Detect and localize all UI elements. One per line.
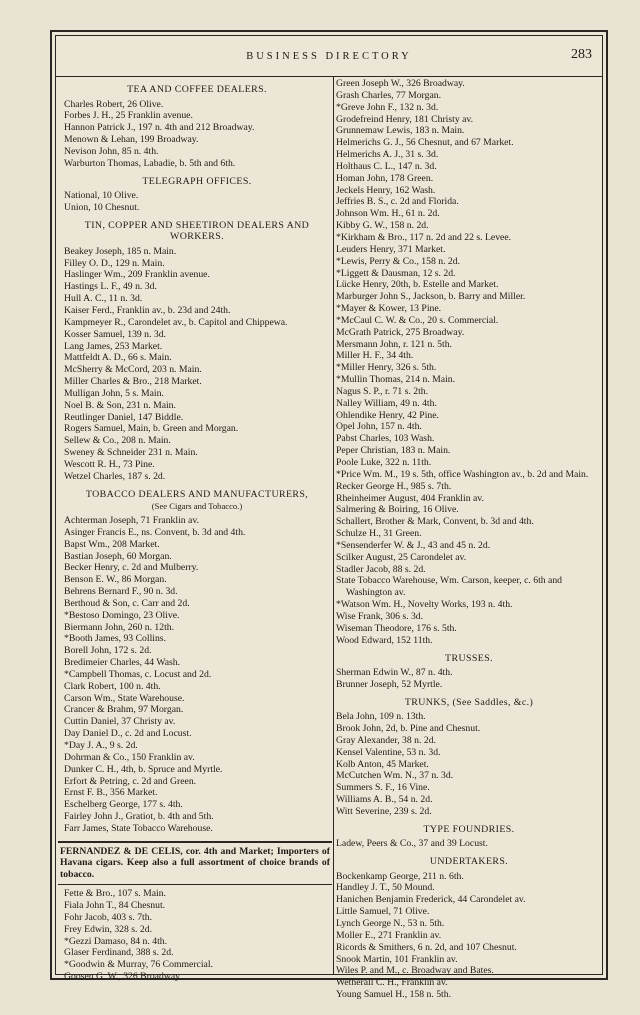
directory-entry: McSherry & McCord, 203 n. Main. <box>64 364 202 376</box>
section-heading-trusses: TRUSSES. <box>445 652 493 664</box>
section-heading-tea: TEA AND COFFEE DEALERS. <box>127 84 267 95</box>
undertakers-list <box>336 871 602 1001</box>
directory-entry: Poole Luke, 322 n. 11th. <box>336 457 432 468</box>
directory-entry: Nagus S. P., r. 71 s. 2th. <box>336 385 429 397</box>
directory-entry: Bastian Joseph, 60 Morgan. <box>64 550 172 562</box>
directory-entry: *Sensenderfer W. & J., 43 and 45 n. 2d. <box>336 539 491 551</box>
directory-entry: Grunnemaw Lewis, 183 n. Main. <box>336 125 465 137</box>
directory-entry: Filley O. D., 129 n. Main. <box>64 257 165 269</box>
directory-entry: Rogers Samuel, Main, b. Green and Morgan. <box>64 423 239 435</box>
directory-entry: Wetherall C. H., Franklin av. <box>336 977 448 989</box>
directory-entry: *Bestoso Domingo, 23 Olive. <box>64 609 180 621</box>
directory-entry: Johnson Wm. H., 61 n. 2d. <box>336 208 440 220</box>
directory-entry: Kaiser Ferd., Franklin av., b. 23d and 24th. <box>64 304 231 316</box>
directory-entry: Fette & Bro., 107 s. Main. <box>64 888 166 900</box>
directory-entry: Wescott R. H., 73 Pine. <box>64 458 155 470</box>
directory-entry: *Campbell Thomas, c. Locust and 2d. <box>64 668 212 680</box>
directory-entry: Wise Frank, 306 s. 3d. <box>336 610 424 622</box>
directory-entry: *Miller Henry, 326 s. 5th. <box>336 362 437 374</box>
directory-entry: *Day J. A., 9 s. 2d. <box>64 740 138 751</box>
directory-entry: Salmering & Boiring, 16 Olive. <box>336 504 459 516</box>
directory-entry: *Price Wm. M., 19 s. 5th, office Washington av., b. 2d and Main. <box>336 468 589 480</box>
section-heading-trunks: TRUNKS, (See Saddles, &c.) <box>404 696 534 708</box>
directory-entry: Green Joseph W., 326 Broadway. <box>336 78 465 89</box>
directory-entry: State Tobacco Warehouse, Wm. Carson, keeper, c. 6th and Washington av. <box>336 575 563 599</box>
directory-entry: Noel B. & Son, 231 n. Main. <box>64 399 176 411</box>
section-heading-tin: TIN, COPPER AND SHEETIRON DEALERS AND WORKERS. <box>84 219 310 243</box>
directory-entry: Ladew, Peers & Co., 37 and 39 Locust. <box>336 838 488 850</box>
directory-entry: Brook John, 2d, b. Pine and Chesnut. <box>336 723 481 735</box>
directory-entry: *Greve John F., 132 n. 3d. <box>336 101 439 113</box>
directory-entry: Summers S. F., 16 Vine. <box>336 782 430 794</box>
tea-list <box>64 99 330 170</box>
directory-entry: Holthaus C. L., 147 n. 3d. <box>336 160 437 172</box>
directory-entry: Ricords & Smithers, 6 n. 2d, and 107 Chesnut. <box>336 941 517 953</box>
directory-entry: Moller E., 271 Franklin av. <box>336 929 442 941</box>
directory-entry: *Mayer & Kower, 13 Pine. <box>336 303 442 315</box>
directory-entry: Goosen G. W., 326 Broadway. <box>64 971 182 983</box>
directory-entry: Jeffries B. S., c. 2d and Florida. <box>336 196 459 208</box>
directory-entry: Union, 10 Chesnut. <box>64 201 140 213</box>
directory-entry: Bapst Wm., 208 Market. <box>64 538 160 550</box>
directory-entry: Helmerichs G. J., 56 Chesnut, and 67 Market. <box>336 137 514 149</box>
directory-entry: *Mullin Thomas, 214 n. Main. <box>336 374 456 386</box>
directory-entry: *McCaul C. W. & Co., 20 s. Commercial. <box>336 314 499 326</box>
directory-entry: Leuders Henry, 371 Market. <box>336 243 446 255</box>
directory-entry: National, 10 Olive. <box>64 190 139 202</box>
directory-entry: Kibby G. W., 158 n. 2d. <box>336 220 429 232</box>
directory-entry: Behrens Bernard F., 90 n. 3d. <box>64 586 178 598</box>
directory-entry: Erfort & Petring, c. 2d and Green. <box>64 775 197 787</box>
tobacco-see-also: (See Cigars and Tobacco.) <box>151 501 243 512</box>
directory-entry: Biermann John, 260 n. 12th. <box>64 621 175 633</box>
directory-entry: Hannon Patrick J., 197 n. 4th and 212 Broadway. <box>64 122 255 134</box>
page-number: 283 <box>571 47 592 62</box>
directory-entry: Kampmeyer R., Carondelet av., b. Capitol and Chippewa. <box>64 316 288 328</box>
directory-entry: Wiseman Theodore, 176 s. 5th. <box>336 622 457 634</box>
directory-entry: Haslinger Wm., 209 Franklin avenue. <box>64 269 210 281</box>
directory-entry: *Goodwin & Murray, 76 Commercial. <box>64 959 213 971</box>
directory-entry: Ohlendike Henry, 42 Pine. <box>336 409 439 421</box>
directory-entry: Achterman Joseph, 71 Franklin av. <box>64 514 199 526</box>
directory-entry: Lücke Henry, 20th, b. Estelle and Market. <box>336 279 499 291</box>
tobacco-list <box>64 515 330 835</box>
telegraph-list <box>64 190 330 214</box>
directory-entry: Fiala John T., 84 Chesnut. <box>64 900 166 912</box>
running-header <box>56 36 602 77</box>
right-column <box>336 78 602 1001</box>
directory-entry: Witt Severine, 239 s. 2d. <box>336 805 432 817</box>
directory-entry: Day Daniel D., c. 2d and Locust. <box>64 728 192 740</box>
directory-entry: Menown & Lehan, 199 Broadway. <box>64 134 199 146</box>
directory-entry: Jeckels Henry, 162 Wash. <box>336 184 436 196</box>
trunks-list <box>336 711 602 818</box>
directory-entry: Bela John, 109 n. 13th. <box>336 711 426 723</box>
directory-entry: Sellew & Co., 208 n. Main. <box>64 435 171 447</box>
directory-entry: Wetzel Charles, 187 s. 2d. <box>64 470 166 482</box>
running-title: BUSINESS DIRECTORY <box>246 51 412 62</box>
directory-entry: Berthoud & Son, c. Carr and 2d. <box>64 597 190 609</box>
directory-page <box>50 30 608 1001</box>
directory-entry: Grash Charles, 77 Morgan. <box>336 89 442 101</box>
directory-entry: Dohrman & Co., 150 Franklin av. <box>64 751 195 763</box>
directory-entry: Clark Robert, 100 n. 4th. <box>64 680 161 692</box>
directory-entry: Snook Martin, 101 Franklin av. <box>336 953 458 965</box>
directory-entry: Mulligan John, 5 s. Main. <box>64 387 164 399</box>
directory-entry: Pabst Charles, 103 Wash. <box>336 433 435 445</box>
directory-entry: *Liggett & Dausman, 12 s. 2d. <box>336 267 456 279</box>
directory-entry: Hanichen Benjamin Frederick, 44 Carondelet av. <box>336 894 526 906</box>
directory-entry: Recker George H., 985 s. 7th. <box>336 480 452 492</box>
directory-entry: Crancer & Brahm, 97 Morgan. <box>64 704 184 716</box>
directory-entry: Becker Henry, c. 2d and Mulberry. <box>64 562 199 574</box>
directory-entry: Benson E. W., 86 Morgan. <box>64 574 167 586</box>
directory-entry: Sherman Edwin W., 87 n. 4th. <box>336 667 453 678</box>
directory-entry: Wiles P. and M., c. Broadway and Bates. <box>336 965 494 977</box>
directory-entry: Schallert, Brother & Mark, Convent, b. 3d and 4th. <box>336 516 534 528</box>
left-column <box>60 78 330 983</box>
directory-entry: *Watson Wm. H., Novelty Works, 193 n. 4th. <box>336 599 513 611</box>
directory-entry: Schulze H., 31 Green. <box>336 528 422 540</box>
directory-entry: Ernst F. B., 356 Market. <box>64 787 158 799</box>
directory-entry: Bockenkamp George, 211 n. 6th. <box>336 870 464 882</box>
directory-entry: Fairley John J., Gratiot, b. 4th and 5th. <box>64 811 214 823</box>
directory-entry: *Kirkham & Bro., 117 n. 2d and 22 s. Levee. <box>336 231 512 243</box>
directory-entry: Glaser Ferdinand, 388 s. 2d. <box>64 947 174 959</box>
directory-entry: Homan John, 178 Green. <box>336 172 434 184</box>
directory-entry: Farr James, State Tobacco Warehouse. <box>64 822 213 834</box>
directory-entry: Young Samuel H., 158 n. 5th. <box>336 989 452 1001</box>
directory-entry: Sweney & Schneider 231 n. Main. <box>64 447 198 459</box>
page-frame <box>55 35 603 1001</box>
directory-entry: Borell John, 172 s. 2d. <box>64 645 152 657</box>
directory-entry: Little Samuel, 71 Olive. <box>336 906 430 918</box>
directory-entry: Dunker C. H., 4th, b. Spruce and Myrtle. <box>64 763 223 775</box>
directory-entry: Carson Wm., State Warehouse. <box>64 692 185 704</box>
directory-entry: Peper Christian, 183 n. Main. <box>336 445 451 457</box>
directory-entry: Hastings L. F., 49 n. 3d. <box>64 281 157 293</box>
directory-entry: Frey Edwin, 328 s. 2d. <box>64 923 152 935</box>
directory-entry: Nalley William, 49 n. 4th. <box>336 397 437 409</box>
section-heading-type: TYPE FOUNDRIES. <box>423 823 515 835</box>
directory-entry: Asinger Francis E., ns. Convent, b. 3d and 4th. <box>64 526 246 538</box>
directory-entry: Handley J. T., 50 Mound. <box>336 882 435 894</box>
directory-entry: Wood Edward, 152 11th. <box>336 634 433 646</box>
directory-entry: Gray Alexander, 38 n. 2d. <box>336 734 436 746</box>
directory-entry: *Lewis, Perry & Co., 158 n. 2d. <box>336 255 461 267</box>
directory-entry: McGrath Patrick, 275 Broadway. <box>336 326 465 338</box>
directory-entry: Williams A. B., 54 n. 2d. <box>336 794 433 806</box>
directory-entry: Beakey Joseph, 185 n. Main. <box>64 245 177 257</box>
directory-entry: Grodefreind Henry, 181 Christy av. <box>336 113 474 125</box>
section-heading-tobacco: TOBACCO DEALERS AND MANUFACTURERS, <box>85 488 309 500</box>
type-list <box>336 838 602 850</box>
tobacco-list-continued <box>64 888 330 983</box>
directory-entry: Mattfeldt A. D., 66 s. Main. <box>64 352 172 364</box>
directory-entry: *Booth James, 93 Collins. <box>64 633 166 645</box>
section-heading-telegraph: TELEGRAPH OFFICES. <box>142 175 252 187</box>
tobacco-list-right <box>336 78 602 647</box>
directory-entry: Hull A. C., 11 n. 3d. <box>64 293 143 305</box>
directory-entry: Miller H. F., 34 4th. <box>336 350 414 362</box>
directory-entry: Charles Robert, 26 Olive. <box>64 98 164 110</box>
directory-entry: Warburton Thomas, Labadie, b. 5th and 6th. <box>64 157 236 169</box>
directory-entry: Eschelberg George, 177 s. 4th. <box>64 799 183 811</box>
directory-entry: Scilker August, 25 Carondelet av. <box>336 551 467 563</box>
directory-entry: Bredimeier Charles, 44 Wash. <box>64 657 181 669</box>
trusses-list <box>336 667 602 691</box>
section-heading-undertakers: UNDERTAKERS. <box>429 856 509 868</box>
tin-list <box>64 246 330 483</box>
directory-entry: Reutlinger Daniel, 147 Biddle. <box>64 411 184 423</box>
directory-entry: Stadler Jacob, 88 s. 2d. <box>336 563 426 575</box>
advertisement-fernandez: FERNANDEZ & DE CELIS, cor. 4th and Market; Importers of Havana cigars. Keep also a full assortment of choice brands of tobacco. <box>58 841 332 886</box>
directory-entry: Mersmann John, r. 121 n. 5th. <box>336 338 452 350</box>
directory-entry: Miller Charles & Bro., 218 Market. <box>64 376 202 388</box>
directory-entry: Cuttin Daniel, 37 Christy av. <box>64 716 176 728</box>
directory-entry: Fohr Jacob, 403 s. 7th. <box>64 911 152 923</box>
directory-entry: Kosser Samuel, 139 n. 3d. <box>64 328 166 340</box>
directory-entry: Marburger John S., Jackson, b. Barry and Miller. <box>336 291 526 303</box>
directory-entry: *Gezzi Damaso, 84 n. 4th. <box>64 935 168 947</box>
directory-entry: Helmerichs A. J., 31 s. 3d. <box>336 149 439 161</box>
directory-entry: McCutchen Wm. N., 37 n. 3d. <box>336 770 454 782</box>
directory-entry: Forbes J. H., 25 Franklin avenue. <box>64 110 193 122</box>
directory-entry: Nevison John, 85 n. 4th. <box>64 145 159 157</box>
directory-entry: Kolb Anton, 45 Market. <box>336 758 429 770</box>
directory-entry: Kensel Valentine, 53 n. 3d. <box>336 746 441 758</box>
directory-entry: Lynch George N., 53 n. 5th. <box>336 918 445 929</box>
column-divider <box>333 76 334 974</box>
directory-entry: Opel John, 157 n. 4th. <box>336 421 422 433</box>
directory-entry: Rheinheimer August, 404 Franklin av. <box>336 492 484 504</box>
directory-entry: Lang James, 253 Market. <box>64 340 163 352</box>
directory-entry: Brunner Joseph, 52 Myrtle. <box>336 678 443 690</box>
